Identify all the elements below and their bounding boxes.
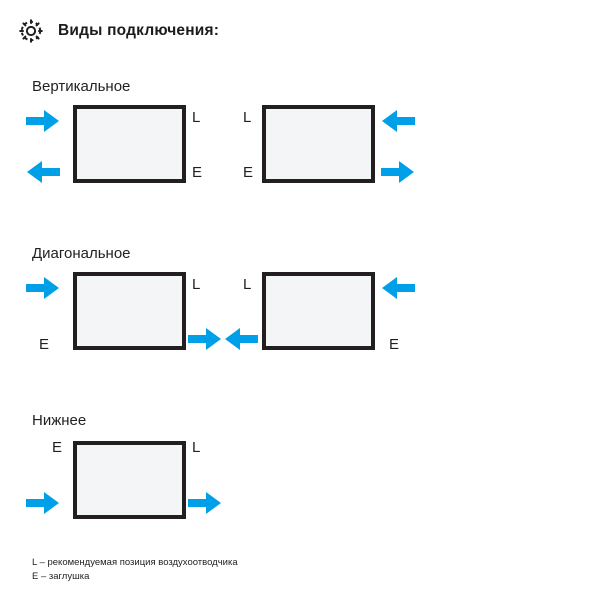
arrow-inlet-right <box>26 490 60 516</box>
gear-icon <box>18 18 44 44</box>
port-label: L <box>192 276 201 293</box>
section-title-diagonal: Диагональное <box>32 245 131 262</box>
port-label: E <box>39 336 50 353</box>
arrow-inlet-left <box>381 108 415 134</box>
port-label: L <box>192 439 201 456</box>
port-label: E <box>389 336 400 353</box>
page-title: Виды подключения: <box>58 22 220 39</box>
legend <box>32 556 238 584</box>
arrow-outlet-left <box>26 159 60 185</box>
arrow-outlet-left <box>224 326 258 352</box>
port-label: E <box>243 164 254 181</box>
port-label: L <box>243 276 252 293</box>
section-title-vertical: Вертикальное <box>32 78 131 95</box>
radiator-body <box>262 105 375 183</box>
radiator-body <box>73 272 186 350</box>
port-label: L <box>243 109 252 126</box>
radiator-body <box>262 272 375 350</box>
radiator-body <box>73 105 186 183</box>
arrow-outlet-right <box>188 326 222 352</box>
port-label: E <box>192 164 203 181</box>
radiator-body <box>73 441 186 519</box>
page-header <box>18 18 219 44</box>
port-label: E <box>52 439 63 456</box>
arrow-inlet-right <box>26 275 60 301</box>
arrow-inlet-left <box>381 275 415 301</box>
legend-line-e: E – заглушка <box>32 570 90 582</box>
section-title-bottom: Нижнее <box>32 412 87 429</box>
arrow-outlet-right <box>381 159 415 185</box>
legend-line-l: L – рекомендуемая позиция воздухоотводчика <box>32 557 238 568</box>
arrow-inlet-right <box>26 108 60 134</box>
arrow-outlet-right <box>188 490 222 516</box>
port-label: L <box>192 109 201 126</box>
